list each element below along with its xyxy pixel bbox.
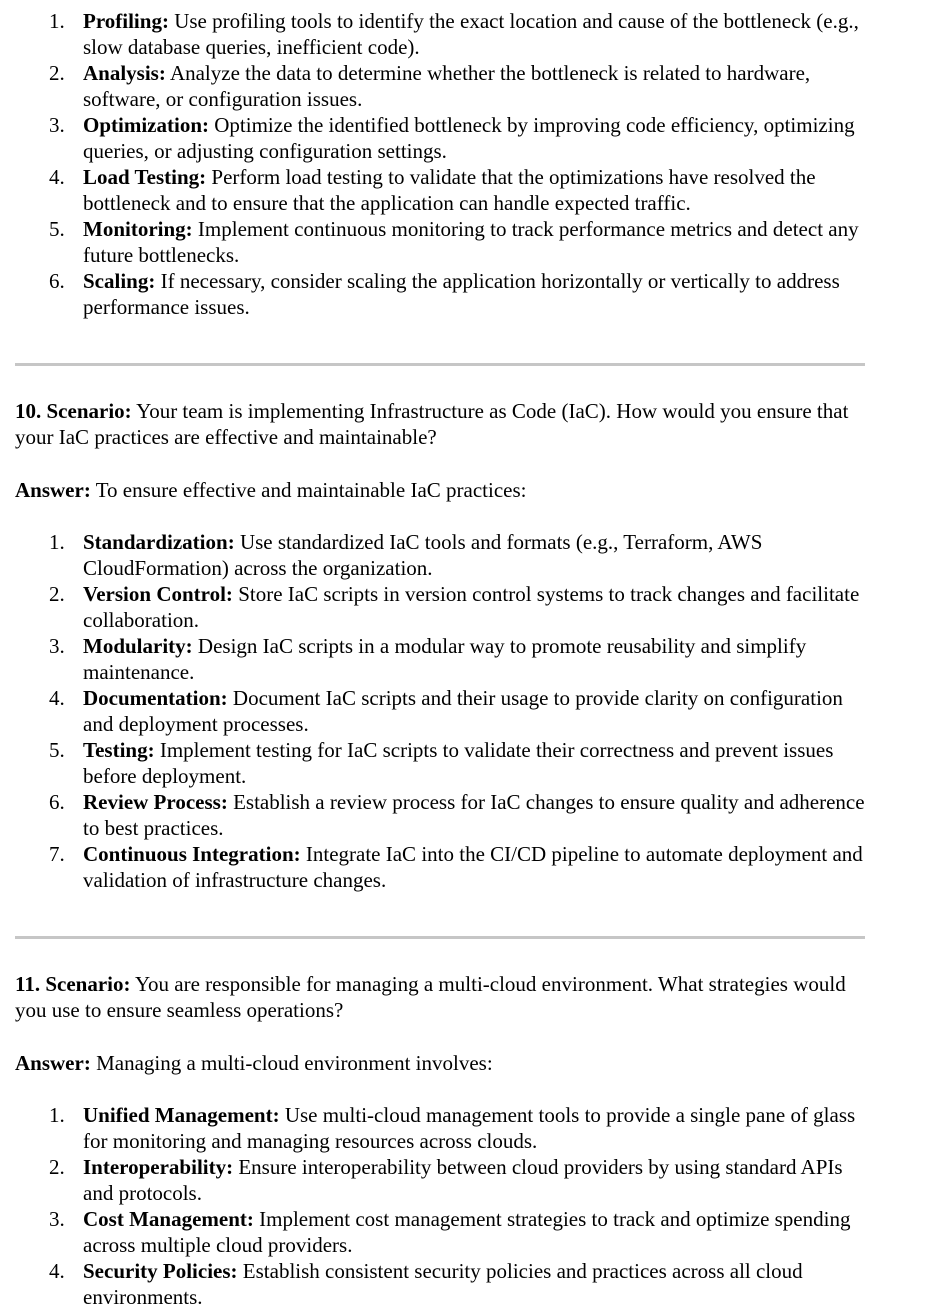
list-item-text: Use profiling tools to identify the exact location and cause of the bottleneck (e.g., slow database queries, inefficient code). bbox=[83, 9, 859, 59]
list-item-term: Security Policies: bbox=[83, 1259, 238, 1283]
list-item bbox=[0, 841, 873, 893]
list-item bbox=[0, 685, 873, 737]
list-item-text: Ensure interoperability between cloud providers by using standard APIs and protocols. bbox=[83, 1155, 843, 1205]
list-number: 4. bbox=[49, 1259, 65, 1283]
list-item bbox=[0, 529, 873, 581]
answer-label: Answer: bbox=[15, 478, 91, 502]
list-number: 5. bbox=[49, 217, 65, 241]
scenario-label: 11. Scenario: bbox=[15, 972, 131, 996]
list-number: 1. bbox=[49, 530, 65, 554]
list-number: 2. bbox=[49, 582, 65, 606]
answer-text: To ensure effective and maintainable IaC practices: bbox=[90, 478, 527, 502]
list-item bbox=[0, 737, 873, 789]
list-number: 2. bbox=[49, 61, 65, 85]
list-number: 1. bbox=[49, 9, 65, 33]
bottleneck-steps-list bbox=[0, 8, 929, 320]
list-number: 2. bbox=[49, 1155, 65, 1179]
list-number: 1. bbox=[49, 1103, 65, 1127]
list-item-text: Establish a review process for IaC changes to ensure quality and adherence to best practices. bbox=[83, 790, 865, 840]
scenario-text: You are responsible for managing a multi-cloud environment. What strategies would you use to ensure seamless operations? bbox=[15, 972, 846, 1022]
list-item-text: Document IaC scripts and their usage to provide clarity on configuration and deployment processes. bbox=[83, 686, 843, 736]
list-item-text: Store IaC scripts in version control systems to track changes and facilitate collaboration. bbox=[83, 582, 860, 632]
list-item bbox=[0, 60, 873, 112]
list-item-term: Scaling: bbox=[83, 269, 156, 293]
list-item-term: Documentation: bbox=[83, 686, 228, 710]
list-item-term: Continuous Integration: bbox=[83, 842, 301, 866]
list-item-text: Implement cost management strategies to track and optimize spending across multiple cloud providers. bbox=[83, 1207, 851, 1257]
list-number: 3. bbox=[49, 1207, 65, 1231]
list-item-text: Use standardized IaC tools and formats (e.g., Terraform, AWS CloudFormation) across the organization. bbox=[83, 530, 763, 580]
iac-practices-list bbox=[0, 529, 929, 893]
list-item-text: Integrate IaC into the CI/CD pipeline to automate deployment and validation of infrastructure changes. bbox=[83, 842, 863, 892]
list-item-term: Modularity: bbox=[83, 634, 193, 658]
list-item-text: Perform load testing to validate that the optimizations have resolved the bottleneck and to ensure that the application can handle expected traffic. bbox=[83, 165, 816, 215]
list-item bbox=[0, 789, 873, 841]
list-number: 5. bbox=[49, 738, 65, 762]
list-item-term: Standardization: bbox=[83, 530, 235, 554]
list-item-term: Profiling: bbox=[83, 9, 169, 33]
list-number: 6. bbox=[49, 269, 65, 293]
scenario-label: 10. Scenario: bbox=[15, 399, 132, 423]
scenario-question bbox=[15, 398, 875, 450]
list-item-term: Load Testing: bbox=[83, 165, 207, 189]
list-item-text: Use multi-cloud management tools to provide a single pane of glass for monitoring and managing resources across clouds. bbox=[83, 1103, 856, 1153]
list-item bbox=[0, 1258, 873, 1310]
section-divider bbox=[15, 936, 865, 939]
list-item-term: Testing: bbox=[83, 738, 155, 762]
list-item bbox=[0, 633, 873, 685]
list-item-term: Optimization: bbox=[83, 113, 209, 137]
list-item-term: Monitoring: bbox=[83, 217, 193, 241]
section-divider bbox=[15, 363, 865, 366]
list-item bbox=[0, 581, 873, 633]
list-item-text: Optimize the identified bottleneck by improving code efficiency, optimizing queries, or adjusting configuration settings. bbox=[83, 113, 855, 163]
answer-text: Managing a multi-cloud environment involves: bbox=[90, 1051, 493, 1075]
list-number: 7. bbox=[49, 842, 65, 866]
list-number: 6. bbox=[49, 790, 65, 814]
list-item bbox=[0, 1206, 873, 1258]
list-item bbox=[0, 8, 873, 60]
multicloud-strategies-list bbox=[0, 1102, 929, 1310]
answer-intro bbox=[15, 1050, 875, 1076]
answer-intro bbox=[15, 477, 875, 503]
list-number: 3. bbox=[49, 634, 65, 658]
list-number: 4. bbox=[49, 686, 65, 710]
list-item-text: Establish consistent security policies and practices across all cloud environments. bbox=[83, 1259, 803, 1309]
list-item-text: Design IaC scripts in a modular way to promote reusability and simplify maintenance. bbox=[83, 634, 807, 684]
list-item-text: Implement continuous monitoring to track performance metrics and detect any future bottlenecks. bbox=[83, 217, 859, 267]
list-item-text: Implement testing for IaC scripts to validate their correctness and prevent issues before deployment. bbox=[83, 738, 834, 788]
scenario-question bbox=[15, 971, 875, 1023]
scenario-text: Your team is implementing Infrastructure as Code (IaC). How would you ensure that your IaC practices are effective and maintainable? bbox=[15, 399, 849, 449]
list-item bbox=[0, 1102, 873, 1154]
list-item bbox=[0, 216, 873, 268]
list-item-term: Analysis: bbox=[83, 61, 166, 85]
list-item bbox=[0, 268, 873, 320]
list-number: 4. bbox=[49, 165, 65, 189]
list-number: 3. bbox=[49, 113, 65, 137]
list-item-term: Unified Management: bbox=[83, 1103, 280, 1127]
list-item bbox=[0, 112, 873, 164]
list-item bbox=[0, 164, 873, 216]
list-item-term: Interoperability: bbox=[83, 1155, 234, 1179]
list-item-term: Cost Management: bbox=[83, 1207, 254, 1231]
list-item-term: Review Process: bbox=[83, 790, 228, 814]
list-item-text: If necessary, consider scaling the application horizontally or vertically to address performance issues. bbox=[83, 269, 840, 319]
list-item-text: Analyze the data to determine whether the bottleneck is related to hardware, software, or configuration issues. bbox=[83, 61, 811, 111]
list-item bbox=[0, 1154, 873, 1206]
list-item-term: Version Control: bbox=[83, 582, 233, 606]
answer-label: Answer: bbox=[15, 1051, 91, 1075]
